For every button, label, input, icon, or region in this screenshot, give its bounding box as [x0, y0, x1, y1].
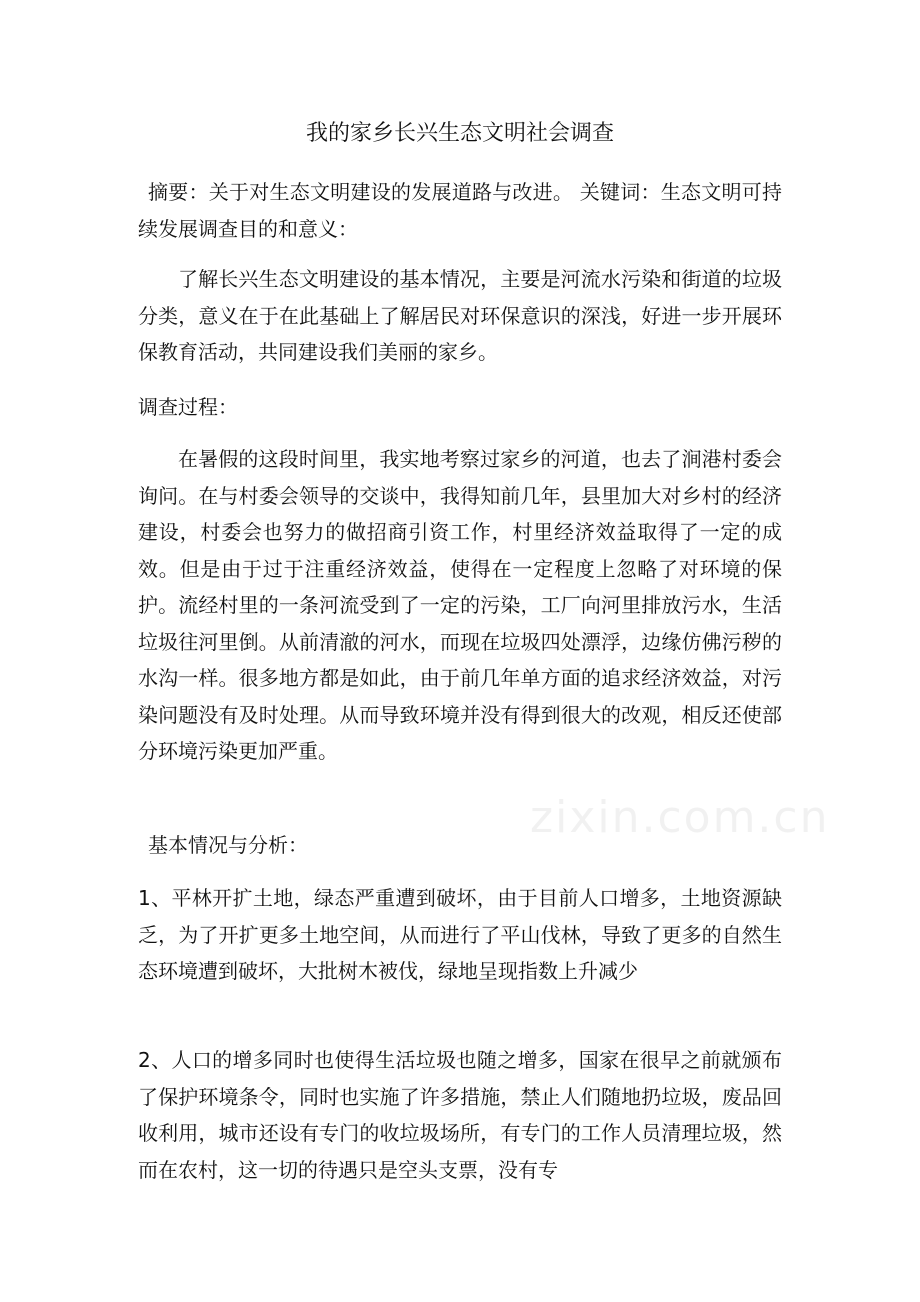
- purpose-paragraph: 了解长兴生态文明建设的基本情况，主要是河流水污染和街道的垃圾分类，意义在于在此基础上了解居民对环保意识的深浅，好进一步开展环保教育活动，共同建设我们美丽的家乡。: [138, 267, 782, 364]
- watermark-text: zixin.com.cn: [530, 792, 830, 843]
- abstract-paragraph: 摘要：关于对生态文明建设的发展道路与改进。 关键词：生态文明可持续发展调查目的和意义：: [138, 180, 782, 241]
- point-2-paragraph: 2、人口的增多同时也使得生活垃圾也随之增多，国家在很早之前就颁布了保护环境条令，同时也实施了许多措施，禁止人们随地扔垃圾，废品回收利用，城市还设有专门的收垃圾场所，有专门的工作人员清理垃圾，然而在农村，这一切的待遇只是空头支票，没有专: [138, 1048, 782, 1182]
- process-paragraph: 在暑假的这段时间里，我实地考察过家乡的河道，也去了涧港村委会询问。在与村委会领导的交谈中，我得知前几年，县里加大对乡村的经济建设，村委会也努力的做招商引资工作，村里经济效益取得了一定的成效。但是由于过于注重经济效益，使得在一定程度上忽略了对环境的保护。流经村里的一条河流受到了一定的污染，工厂向河里排放污水，生活垃圾往河里倒。从前清澈的河水，而现在垃圾四处漂浮，边缘仿佛污秽的水沟一样。很多地方都是如此，由于前几年单方面的追求经济效益，对污染问题没有及时处理。从而导致环境并没有得到很大的改观，相反还使部分环境污染更加严重。: [138, 447, 782, 763]
- point-1-paragraph: 1、平林开扩土地，绿态严重遭到破坏，由于目前人口增多，土地资源缺乏，为了开扩更多土地空间，从而进行了平山伐林，导致了更多的自然生态环境遭到破坏，大批树木被伐，绿地呈现指数上升减少: [138, 886, 782, 983]
- process-heading: 调查过程：: [138, 395, 238, 419]
- analysis-heading: 基本情况与分析：: [148, 833, 308, 857]
- document-title: 我的家乡长兴生态文明社会调查: [305, 121, 614, 146]
